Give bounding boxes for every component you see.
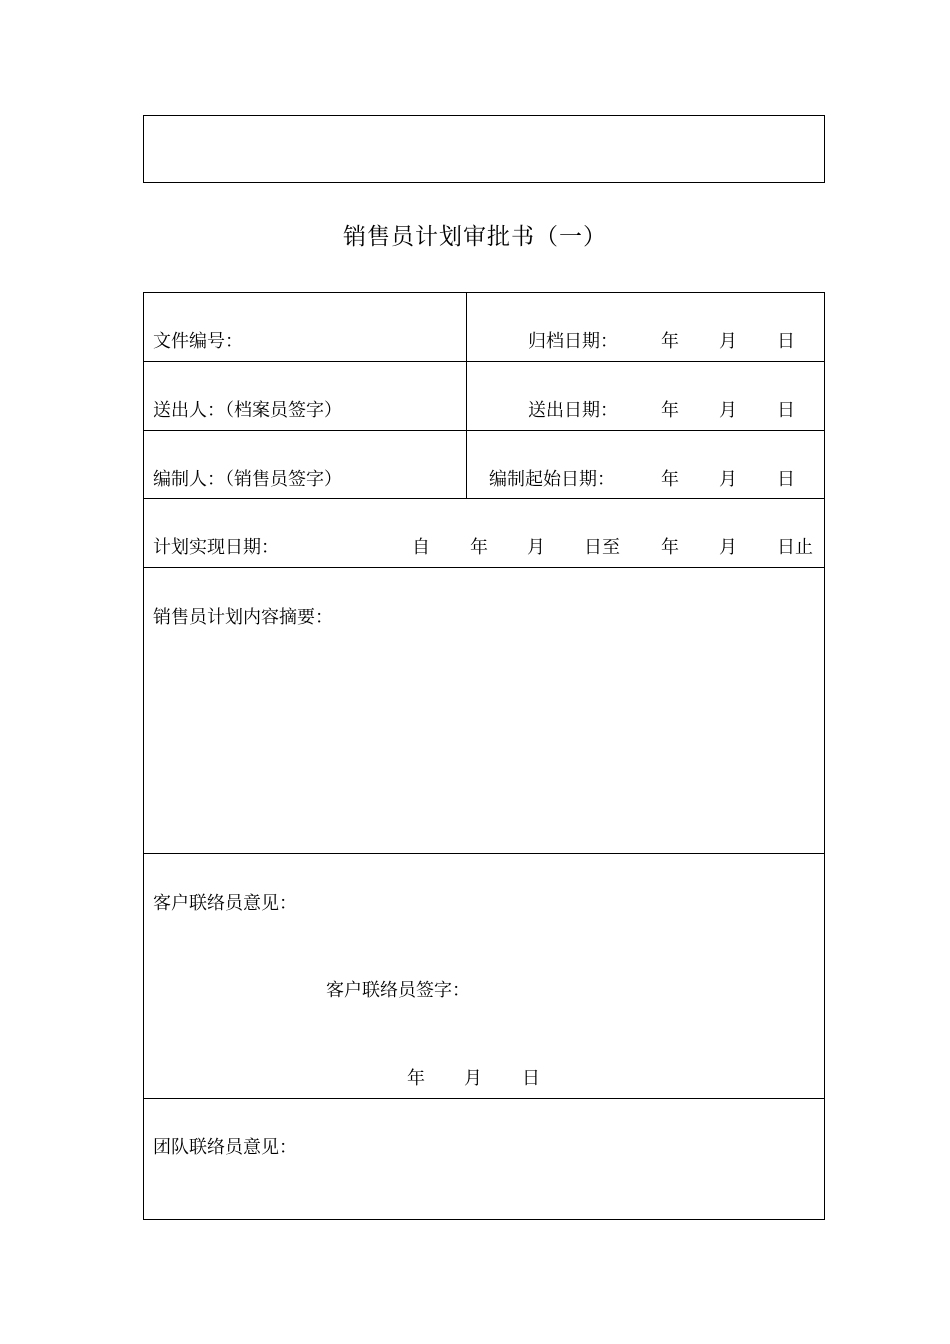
send-month: 月 <box>719 400 737 421</box>
send-year: 年 <box>661 400 679 421</box>
row-divider <box>143 1098 825 1099</box>
send-date-label: 送出日期： <box>528 400 618 421</box>
compiler-label: 编制人：（销售员签字） <box>153 469 342 490</box>
archive-year: 年 <box>661 331 679 352</box>
client-sign-year: 年 <box>407 1068 425 1089</box>
sender-label: 送出人：（档案员签字） <box>153 400 342 421</box>
send-day: 日 <box>777 400 795 421</box>
row-divider <box>143 567 825 568</box>
compile-month: 月 <box>719 469 737 490</box>
row-divider <box>143 430 825 431</box>
plan-start-month: 月 <box>527 537 545 558</box>
archive-month: 月 <box>719 331 737 352</box>
client-sign-month: 月 <box>464 1068 482 1089</box>
plan-date-label: 计划实现日期： <box>153 537 279 558</box>
summary-label: 销售员计划内容摘要： <box>153 607 333 628</box>
plan-end-month: 月 <box>719 537 737 558</box>
file-number-label: 文件编号： <box>153 331 243 352</box>
archive-date-label: 归档日期： <box>528 331 618 352</box>
header-blank-box <box>143 115 825 183</box>
page-title: 销售员计划审批书（一） <box>343 224 607 250</box>
form-table <box>143 292 825 1220</box>
row-divider <box>143 853 825 854</box>
plan-end: 日止 <box>777 537 813 558</box>
compile-start-date-label: 编制起始日期： <box>489 469 615 490</box>
client-sign-label: 客户联络员签字： <box>326 980 470 1001</box>
team-opinion-label: 团队联络员意见： <box>153 1137 297 1158</box>
row-divider <box>143 498 825 499</box>
client-opinion-label: 客户联络员意见： <box>153 893 297 914</box>
plan-to: 日至 <box>584 537 620 558</box>
archive-day: 日 <box>777 331 795 352</box>
column-divider <box>466 292 467 499</box>
client-sign-day: 日 <box>522 1068 540 1089</box>
plan-from: 自 <box>412 537 430 558</box>
compile-day: 日 <box>777 469 795 490</box>
plan-end-year: 年 <box>661 537 679 558</box>
plan-start-year: 年 <box>470 537 488 558</box>
compile-year: 年 <box>661 469 679 490</box>
row-divider <box>143 361 825 362</box>
